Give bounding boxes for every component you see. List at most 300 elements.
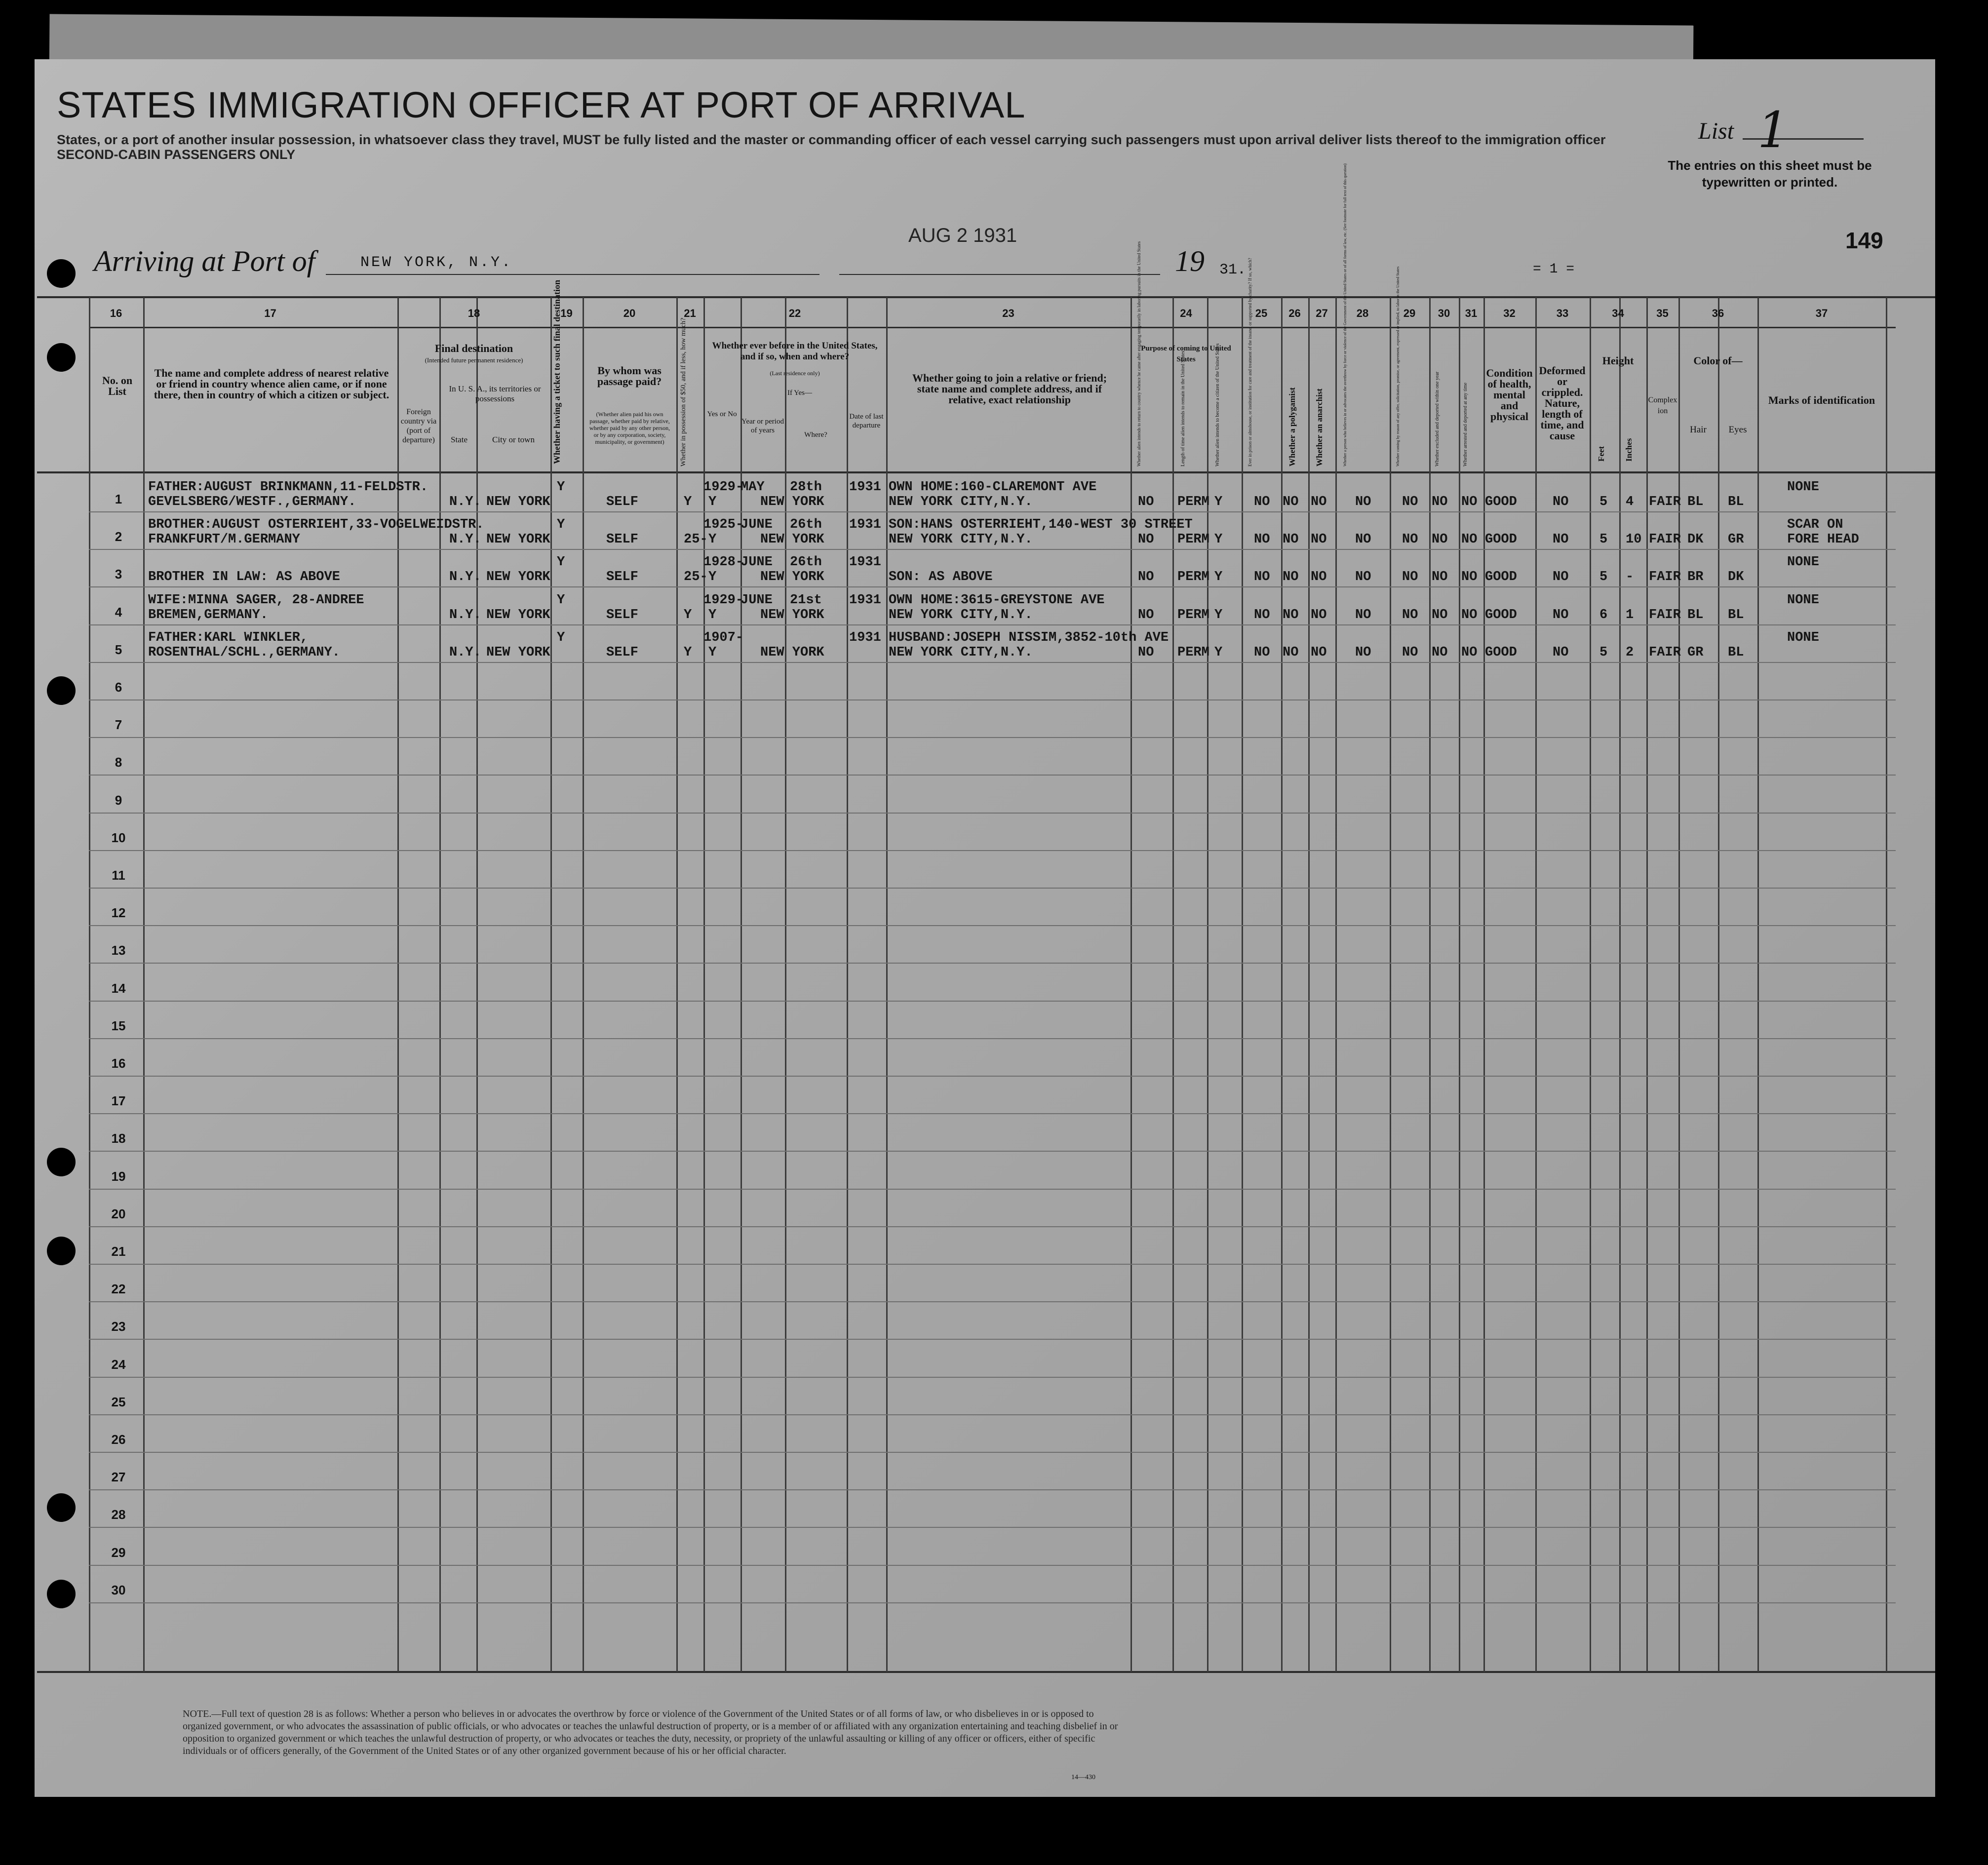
cell-marks-1: NONE bbox=[1787, 593, 1819, 608]
cell-excluded: NO bbox=[1432, 608, 1448, 622]
cell-relative-2: ROSENTHAL/SCHL.,GERMANY. bbox=[148, 645, 340, 660]
cell-contract: NO bbox=[1402, 532, 1418, 547]
cell-month: MAY bbox=[741, 480, 765, 495]
row-number: 11 bbox=[112, 868, 125, 883]
cell-city: NEW YORK bbox=[486, 495, 550, 509]
cell-polygamist: NO bbox=[1283, 608, 1299, 622]
cell-excluded: NO bbox=[1432, 570, 1448, 584]
list-label: List bbox=[1698, 118, 1734, 144]
column-number: 21 bbox=[684, 307, 696, 319]
column-rule bbox=[1757, 297, 1759, 1672]
cell-deported: NO bbox=[1461, 570, 1478, 584]
cell-month: JUNE bbox=[741, 555, 773, 570]
cell-ticket: Y bbox=[557, 593, 565, 608]
cell-polygamist: NO bbox=[1283, 532, 1299, 547]
column-number: 23 bbox=[1002, 307, 1014, 319]
cell-deformed: NO bbox=[1553, 570, 1569, 584]
column-number: 26 bbox=[1288, 307, 1301, 319]
cell-anarchist: NO bbox=[1311, 570, 1327, 584]
row-number: 12 bbox=[111, 905, 126, 920]
header-bottom-border bbox=[37, 471, 1935, 473]
header-health: Condition of health, mental and physical bbox=[1486, 367, 1533, 423]
cell-state: N.Y. bbox=[449, 608, 481, 622]
cell-ticket: Y bbox=[557, 480, 565, 495]
cell-marks-1: NONE bbox=[1787, 480, 1819, 495]
row-rule bbox=[89, 775, 1896, 776]
row-rule bbox=[89, 1527, 1896, 1528]
header-final-destination-sub: (Intended future permanent residence) bbox=[425, 356, 523, 364]
header-eyes: Eyes bbox=[1728, 425, 1747, 435]
row-rule bbox=[89, 1565, 1896, 1566]
header-marks: Marks of identification bbox=[1768, 394, 1875, 406]
cell-money: Y bbox=[684, 495, 692, 509]
cell-q28: NO bbox=[1355, 645, 1371, 660]
column-number: 37 bbox=[1815, 307, 1828, 319]
column-number: 33 bbox=[1556, 307, 1569, 319]
cell-relative-1: FATHER:AUGUST BRINKMANN,11-FELDSTR. bbox=[148, 480, 429, 495]
row-rule bbox=[89, 1264, 1896, 1265]
cell-feet: 5 bbox=[1599, 532, 1608, 547]
cell-deported: NO bbox=[1461, 532, 1478, 547]
cell-deformed: NO bbox=[1553, 608, 1569, 622]
cell-year: 1929- bbox=[703, 593, 744, 608]
cell-month: JUNE bbox=[741, 593, 773, 608]
column-rule bbox=[550, 297, 552, 1672]
column-number: 24 bbox=[1180, 307, 1192, 319]
punch-hole bbox=[47, 1237, 76, 1265]
header-in-usa: In U. S. A., its territories or possessions bbox=[449, 384, 541, 403]
cell-marks-1: NONE bbox=[1787, 630, 1819, 645]
cell-marks-1: NONE bbox=[1787, 555, 1819, 570]
cell-join-2: NEW YORK CITY,N.Y. bbox=[889, 532, 1033, 547]
cell-before: Y bbox=[708, 608, 717, 622]
cell-paid: SELF bbox=[606, 608, 638, 622]
cell-feet: 5 bbox=[1599, 495, 1608, 509]
column-number: 34 bbox=[1612, 307, 1624, 319]
cell-before: Y bbox=[708, 532, 717, 547]
cell-deformed: NO bbox=[1553, 532, 1569, 547]
cell-return: NO bbox=[1138, 645, 1154, 660]
cell-relative-2: BROTHER IN LAW: AS ABOVE bbox=[148, 570, 340, 584]
cell-citizen: Y bbox=[1214, 645, 1223, 660]
header-going-to-join: Whether going to join a relative or friend; state name and complete address, and if relative, exact relationship bbox=[912, 372, 1107, 406]
column-number: 36 bbox=[1712, 307, 1724, 319]
row-number: 23 bbox=[111, 1319, 126, 1334]
cell-money: Y bbox=[684, 608, 692, 622]
row-number: 30 bbox=[111, 1583, 126, 1597]
cell-polygamist: NO bbox=[1283, 495, 1299, 509]
cell-q28: NO bbox=[1355, 532, 1371, 547]
cell-anarchist: NO bbox=[1311, 645, 1327, 660]
header-money: Whether in possession of $50, and if less, how much? bbox=[680, 317, 687, 466]
header-yes-or-no: Yes or No bbox=[707, 410, 737, 418]
cell-prison: NO bbox=[1254, 495, 1270, 509]
column-number: 17 bbox=[264, 307, 276, 319]
cell-state: N.Y. bbox=[449, 645, 481, 660]
punch-hole bbox=[47, 1148, 76, 1176]
cell-relative-1: WIFE:MINNA SAGER, 28-ANDREE bbox=[148, 593, 364, 608]
cell-anarchist: NO bbox=[1311, 495, 1327, 509]
cell-day: 21st bbox=[790, 593, 822, 608]
cell-hair: DK bbox=[1687, 532, 1704, 547]
header-last-residence: (Last residence only) bbox=[770, 370, 820, 377]
row-number: 20 bbox=[111, 1206, 126, 1221]
cell-eyes: BL bbox=[1728, 608, 1744, 622]
column-rule bbox=[1242, 297, 1243, 1672]
list-number: 1 bbox=[1757, 101, 1789, 159]
cell-deformed: NO bbox=[1553, 645, 1569, 660]
cell-inches: 10 bbox=[1626, 532, 1642, 547]
group-number: = 1 = bbox=[1533, 262, 1575, 277]
cell-paid: SELF bbox=[606, 645, 638, 660]
cell-polygamist: NO bbox=[1283, 570, 1299, 584]
row-number: 25 bbox=[111, 1395, 126, 1409]
row-rule bbox=[89, 1339, 1896, 1340]
row-rule bbox=[89, 925, 1896, 926]
header-final-destination: Final destination bbox=[434, 342, 513, 354]
cell-before: Y bbox=[708, 570, 717, 584]
column-rule bbox=[143, 297, 145, 1672]
row-rule bbox=[89, 737, 1896, 738]
row-rule bbox=[89, 1151, 1896, 1152]
row-number: 18 bbox=[111, 1131, 126, 1146]
row-rule bbox=[89, 888, 1896, 889]
typewritten-instruction: The entries on this sheet must be typewritten or printed. bbox=[1668, 158, 1872, 190]
header-foreign-country: Foreign country via (port of departure) bbox=[400, 408, 437, 444]
cell-where: NEW YORK bbox=[760, 495, 824, 509]
punch-hole bbox=[47, 343, 76, 372]
header-purpose-length: Length of time alien intends to remain in the United States bbox=[1180, 350, 1186, 466]
cell-paid: SELF bbox=[606, 495, 638, 509]
column-number: 19 bbox=[560, 307, 573, 319]
cell-excluded: NO bbox=[1432, 532, 1448, 547]
cell-paid: SELF bbox=[606, 532, 638, 547]
header-height: Height bbox=[1602, 354, 1634, 367]
cell-health: GOOD bbox=[1485, 532, 1517, 547]
row-rule bbox=[89, 586, 1896, 587]
cell-ticket: Y bbox=[557, 555, 565, 570]
row-rule bbox=[89, 699, 1896, 700]
cell-join-2: NEW YORK CITY,N.Y. bbox=[889, 608, 1033, 622]
form-number: 14—430 bbox=[1071, 1774, 1095, 1781]
column-rule bbox=[1429, 297, 1431, 1672]
cell-length: PERM bbox=[1177, 570, 1209, 584]
header-contract-labor: Whether coming by reason of any offer, solicitation, promise, or agreement, expressed or implied, to labor in the United States bbox=[1396, 266, 1400, 466]
header-purpose-return: Whether alien intends to return to country whence he came after engaging temporarily in laboring pursuits in the United States bbox=[1136, 241, 1141, 466]
punch-hole bbox=[47, 1493, 76, 1522]
column-rule bbox=[1886, 297, 1887, 1672]
row-rule bbox=[89, 1001, 1896, 1002]
cell-deported: NO bbox=[1461, 645, 1478, 660]
cell-month: JUNE bbox=[741, 517, 773, 532]
row-rule bbox=[89, 813, 1896, 814]
punch-hole bbox=[47, 676, 76, 705]
cell-before: Y bbox=[708, 645, 717, 660]
cell-length: PERM bbox=[1177, 608, 1209, 622]
header-ever-before: Whether ever before in the United States, and if so, when and where? bbox=[712, 341, 878, 362]
column-number: 16 bbox=[110, 307, 122, 319]
header-hair: Hair bbox=[1690, 425, 1707, 435]
column-rule bbox=[1308, 297, 1310, 1672]
cell-complexion: FAIR bbox=[1649, 495, 1681, 509]
cell-return: NO bbox=[1138, 608, 1154, 622]
cell-deported: NO bbox=[1461, 608, 1478, 622]
cell-anarchist: NO bbox=[1311, 608, 1327, 622]
form-title: STATES IMMIGRATION OFFICER AT PORT OF ARRIVAL bbox=[57, 84, 1026, 125]
cell-join-2: NEW YORK CITY,N.Y. bbox=[889, 645, 1033, 660]
column-number: 20 bbox=[623, 307, 636, 319]
row-rule bbox=[89, 1226, 1896, 1227]
header-nearest-relative: The name and complete address of nearest relative or friend in country whence alien came, or if none there, then in country of which a citizen or subject. bbox=[154, 367, 390, 401]
header-no-on-list: No. on List bbox=[102, 374, 133, 397]
column-rule bbox=[1619, 297, 1621, 1672]
column-number: 25 bbox=[1255, 307, 1268, 319]
row-rule bbox=[89, 1602, 1896, 1603]
column-rule bbox=[886, 297, 888, 1672]
row-number: 7 bbox=[115, 717, 122, 732]
cell-departure: 1931 bbox=[849, 517, 881, 532]
page-number: 149 bbox=[1845, 228, 1883, 253]
row-number: 15 bbox=[111, 1018, 126, 1033]
header-city: City or town bbox=[492, 435, 535, 444]
row-number: 8 bbox=[115, 755, 122, 770]
cell-length: PERM bbox=[1177, 532, 1209, 547]
cell-feet: 6 bbox=[1599, 608, 1608, 622]
header-question-28: Whether a person who believes in or advocates the overthrow by force or violence of the Government of the United States or of all forms of law, etc. (See footnote for full text of this question) bbox=[1343, 163, 1347, 466]
cell-hair: BL bbox=[1687, 495, 1704, 509]
cell-hair: BR bbox=[1687, 570, 1704, 584]
cell-where: NEW YORK bbox=[760, 608, 824, 622]
column-rule bbox=[1335, 297, 1337, 1672]
cell-feet: 5 bbox=[1599, 570, 1608, 584]
intro-text: States, or a port of another insular possession, in whatsoever class they travel, MUST be fully listed and the master or commanding officer of each vessel carrying such passengers must upon arrival deliver lists thereof to the immigration officer bbox=[57, 132, 1606, 147]
row-rule bbox=[89, 624, 1896, 625]
column-rule bbox=[1535, 297, 1537, 1672]
cell-citizen: Y bbox=[1214, 570, 1223, 584]
cell-ticket: Y bbox=[557, 517, 565, 532]
header-year-period: Year or period of years bbox=[741, 418, 784, 434]
column-rule bbox=[1718, 297, 1719, 1672]
column-rule bbox=[583, 297, 584, 1672]
cell-complexion: FAIR bbox=[1649, 645, 1681, 660]
class-line: SECOND-CABIN PASSENGERS ONLY bbox=[57, 147, 296, 162]
row-number: 4 bbox=[115, 605, 122, 620]
table-bottom-border bbox=[37, 1671, 1935, 1673]
manifest-sheet bbox=[35, 59, 1935, 1797]
footnote-question-28: NOTE.—Full text of question 28 is as follows: Whether a person who believes in or advocates the overthrow by force or violence of the Government of the United States or of all forms of law, or who disbelieves in or is opposed to organized government, or who advocates the assassination of public officials, or who advocates or teaches the unlawful destruction of property, or is a member of or affiliated with any organization entertaining and teaching disbelief in or opposition to organized government or which teaches the unlawful destruction of property, or who advocates or teaches the duty, necessity, or propriety of the unlawful assaulting or killing of any officer or officers, either of specific individuals or of officers generally, of the Government of the United States or of any other organized government because of his or her official character. bbox=[183, 1709, 1118, 1756]
cell-eyes: BL bbox=[1728, 645, 1744, 660]
row-number: 5 bbox=[115, 642, 122, 657]
cell-where: NEW YORK bbox=[760, 532, 824, 547]
column-rule bbox=[1459, 297, 1460, 1672]
arriving-label: Arriving at Port of bbox=[94, 245, 315, 277]
cell-city: NEW YORK bbox=[486, 570, 550, 584]
year-prefix: 19 bbox=[1175, 245, 1205, 277]
cell-paid: SELF bbox=[606, 570, 638, 584]
column-number: 30 bbox=[1438, 307, 1450, 319]
cell-money: 25- bbox=[684, 532, 708, 547]
row-rule bbox=[89, 1076, 1896, 1077]
column-number: 31 bbox=[1465, 307, 1478, 319]
row-number: 29 bbox=[111, 1545, 126, 1560]
row-rule bbox=[89, 1038, 1896, 1039]
cell-day: 26th bbox=[790, 555, 822, 570]
row-rule bbox=[89, 549, 1896, 550]
cell-complexion: FAIR bbox=[1649, 532, 1681, 547]
table-top-border bbox=[37, 296, 1935, 298]
cell-where: NEW YORK bbox=[760, 570, 824, 584]
cell-join-1: HUSBAND:JOSEPH NISSIM,3852-10th AVE bbox=[889, 630, 1169, 645]
cell-return: NO bbox=[1138, 532, 1154, 547]
header-state: State bbox=[451, 435, 468, 444]
cell-join-1: OWN HOME:3615-GREYSTONE AVE bbox=[889, 593, 1105, 608]
date-stamp: AUG 2 1931 bbox=[908, 225, 1017, 246]
column-number: 28 bbox=[1356, 307, 1369, 319]
column-rule bbox=[1646, 297, 1648, 1672]
punch-hole bbox=[47, 1580, 76, 1608]
row-number: 26 bbox=[111, 1432, 126, 1447]
row-number: 19 bbox=[111, 1169, 126, 1184]
cell-relative-2: FRANKFURT/M.GERMANY bbox=[148, 532, 300, 547]
column-number: 32 bbox=[1503, 307, 1516, 319]
cell-state: N.Y. bbox=[449, 570, 481, 584]
cell-health: GOOD bbox=[1485, 608, 1517, 622]
cell-state: N.Y. bbox=[449, 495, 481, 509]
row-rule bbox=[89, 1113, 1896, 1114]
column-rule bbox=[676, 297, 678, 1672]
header-passage-paid: By whom was passage paid? bbox=[597, 364, 662, 388]
cell-inches: 1 bbox=[1626, 608, 1634, 622]
punch-hole bbox=[47, 259, 76, 288]
cell-length: PERM bbox=[1177, 645, 1209, 660]
row-number: 14 bbox=[111, 981, 126, 996]
cell-inches: - bbox=[1626, 570, 1634, 584]
cell-departure: 1931 bbox=[849, 480, 881, 495]
header-deformed: Deformed or crippled. Nature, length of time, and cause bbox=[1539, 364, 1586, 442]
row-number: 28 bbox=[111, 1507, 126, 1522]
cell-where: NEW YORK bbox=[760, 645, 824, 660]
cell-health: GOOD bbox=[1485, 570, 1517, 584]
column-rule bbox=[439, 297, 441, 1672]
cell-eyes: DK bbox=[1728, 570, 1744, 584]
cell-city: NEW YORK bbox=[486, 608, 550, 622]
cell-relative-2: GEVELSBERG/WESTF.,GERMANY. bbox=[148, 495, 356, 509]
cell-health: GOOD bbox=[1485, 495, 1517, 509]
header-passage-paid-sub: (Whether alien paid his own passage, whether paid by relative, whether paid by any other person, or by any corporation, society, municipality, or government) bbox=[589, 411, 670, 445]
port-name: NEW YORK, N.Y. bbox=[360, 254, 513, 271]
cell-q28: NO bbox=[1355, 608, 1371, 622]
cell-year: 1929- bbox=[703, 480, 744, 495]
row-rule bbox=[89, 662, 1896, 663]
cell-state: N.Y. bbox=[449, 532, 481, 547]
cell-hair: GR bbox=[1687, 645, 1704, 660]
column-number: 29 bbox=[1403, 307, 1416, 319]
cell-prison: NO bbox=[1254, 645, 1270, 660]
header-feet: Feet bbox=[1597, 446, 1606, 462]
row-number: 2 bbox=[115, 529, 122, 544]
row-number: 24 bbox=[111, 1357, 126, 1372]
cell-excluded: NO bbox=[1432, 495, 1448, 509]
header-anarchist: Whether an anarchist bbox=[1315, 388, 1324, 466]
cell-day: 26th bbox=[790, 517, 822, 532]
header-purpose: Purpose of coming to United States bbox=[1141, 345, 1231, 363]
row-number: 22 bbox=[111, 1282, 126, 1296]
column-number: 18 bbox=[468, 307, 480, 319]
row-number: 17 bbox=[111, 1093, 126, 1108]
row-rule bbox=[89, 1489, 1896, 1490]
cell-departure: 1931 bbox=[849, 630, 881, 645]
cell-relative-1: FATHER:KARL WINKLER, bbox=[148, 630, 309, 645]
cell-relative-2: BREMEN,GERMANY. bbox=[148, 608, 269, 622]
column-number: 35 bbox=[1656, 307, 1669, 319]
cell-relative-1: BROTHER:AUGUST OSTERRIEHT,33-VOGELWEIDSTR. bbox=[148, 517, 484, 532]
cell-join-2: NEW YORK CITY,N.Y. bbox=[889, 495, 1033, 509]
cell-before: Y bbox=[708, 495, 717, 509]
cell-citizen: Y bbox=[1214, 495, 1223, 509]
cell-prison: NO bbox=[1254, 570, 1270, 584]
row-number: 10 bbox=[111, 830, 126, 845]
cell-deported: NO bbox=[1461, 495, 1478, 509]
cell-anarchist: NO bbox=[1311, 532, 1327, 547]
cell-return: NO bbox=[1138, 570, 1154, 584]
cell-year: 1907- bbox=[703, 630, 744, 645]
cell-departure: 1931 bbox=[849, 593, 881, 608]
cell-money: Y bbox=[684, 645, 692, 660]
port-underline bbox=[326, 274, 819, 275]
header-purpose-citizen: Whether alien intends to become a citizen of the United States bbox=[1215, 343, 1220, 466]
column-rule bbox=[89, 297, 90, 1672]
header-if-yes: If Yes— bbox=[787, 389, 812, 397]
row-number: 13 bbox=[111, 943, 126, 958]
cell-contract: NO bbox=[1402, 645, 1418, 660]
row-number: 3 bbox=[115, 567, 122, 582]
cell-return: NO bbox=[1138, 495, 1154, 509]
cell-marks-2: FORE HEAD bbox=[1787, 532, 1859, 547]
cell-eyes: BL bbox=[1728, 495, 1744, 509]
cell-q28: NO bbox=[1355, 570, 1371, 584]
cell-citizen: Y bbox=[1214, 608, 1223, 622]
column-rule bbox=[1130, 297, 1132, 1672]
column-rule bbox=[847, 297, 848, 1672]
cell-contract: NO bbox=[1402, 570, 1418, 584]
cell-deformed: NO bbox=[1553, 495, 1569, 509]
column-rule bbox=[1390, 297, 1391, 1672]
row-rule bbox=[89, 963, 1896, 964]
row-rule bbox=[89, 1189, 1896, 1190]
colnum-border bbox=[89, 327, 1896, 328]
column-number: 22 bbox=[788, 307, 801, 319]
year-suffix: 31. bbox=[1219, 262, 1247, 278]
header-deported: Whether arrested and deported at any time bbox=[1463, 383, 1468, 466]
cell-q28: NO bbox=[1355, 495, 1371, 509]
row-number: 16 bbox=[111, 1056, 126, 1071]
column-rule bbox=[741, 297, 742, 1672]
cell-eyes: GR bbox=[1728, 532, 1744, 547]
column-rule bbox=[1590, 297, 1591, 1672]
cell-departure: 1931 bbox=[849, 555, 881, 570]
cell-city: NEW YORK bbox=[486, 645, 550, 660]
row-rule bbox=[89, 1414, 1896, 1415]
cell-join-1: OWN HOME:160-CLAREMONT AVE bbox=[889, 480, 1097, 495]
header-complexion: Complexion bbox=[1648, 396, 1677, 415]
row-number: 21 bbox=[111, 1244, 126, 1259]
row-rule bbox=[89, 1377, 1896, 1378]
cell-complexion: FAIR bbox=[1649, 570, 1681, 584]
header-inches: Inches bbox=[1624, 438, 1634, 462]
header-where: Where? bbox=[804, 431, 827, 439]
cell-city: NEW YORK bbox=[486, 532, 550, 547]
cell-marks-1: SCAR ON bbox=[1787, 517, 1843, 532]
